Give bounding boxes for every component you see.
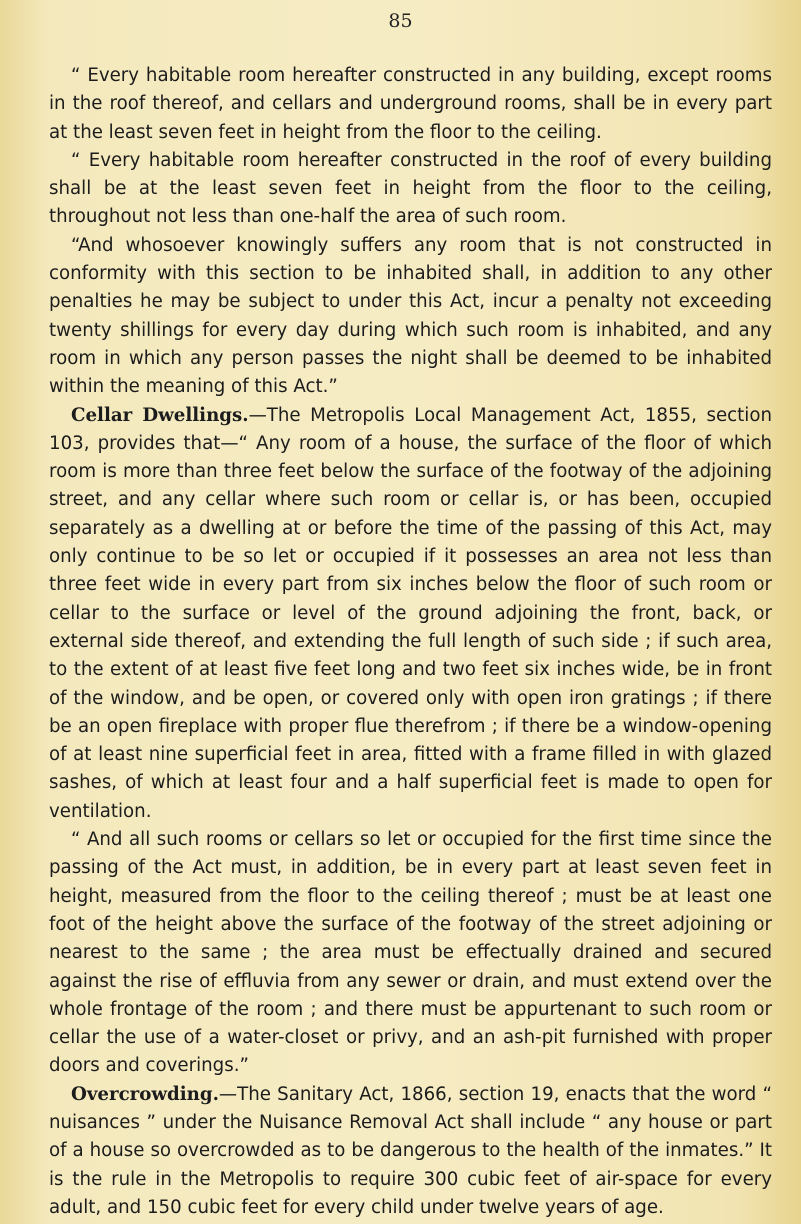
paragraph-text: “ Every habitable room hereafter constructed in the roof of every building shall be at the least seven feet in height from the floor to the ceiling, throughout not less than one-half the area of such room. <box>49 149 772 228</box>
section-heading-cellar-dwellings: Cellar Dwellings. <box>71 404 249 426</box>
paragraph-text: “And whosoever knowingly suffers any room that is not constructed in conformity with this section to be inhabited shall, in addition to any other penalties he may be subject to under this Act, incur a penalty not exceeding twenty shillings for every day during which such room is inhabited, and any room in which any person passes the night shall be deemed to be inhabited within the meaning of this Act.” <box>49 234 772 398</box>
section-heading-overcrowding: Overcrowding. <box>71 1083 219 1105</box>
paragraph-text: “ And all such rooms or cellars so let or occupied for the first time since the passing of the Act must, in addition, be in every part at least seven feet in height, measured from the floor to the ceiling thereof ; must be at least one foot of the height above the surface of the footway of the street adjoining or nearest to the same ; the area must be effectually drained and secured against the rise of effluvia from any sewer or drain, and must extend over the whole frontage of the room ; and there must be appurtenant to such room or cellar the use of a water-closet or privy, and an ash-pit furnished with proper doors and coverings.” <box>49 829 772 1077</box>
paragraph-penalties <box>49 232 772 402</box>
body-text <box>49 62 772 1222</box>
paragraph-cellar-requirements <box>49 826 772 1081</box>
page-number: 85 <box>388 10 413 32</box>
paragraph-overcrowding <box>49 1081 772 1222</box>
paragraph-habitable-rooms <box>49 62 772 147</box>
paragraph-text: —The Metropolis Local Management Act, 1855, section 103, provides that—“ Any room of a house, the surface of the floor of which room is more than three feet below the surface of the footway of the adjoining street, and any cellar where such room or cellar is, or has been, occupied separately as a dwelling at or before the time of the passing of this Act, may only continue to be so let or occupied if it possesses an area not less than three feet wide in every part from six inches below the floor of such room or cellar to the surface or level of the ground adjoining the front, back, or external side thereof, and extending the full length of such side ; if such area, to the extent of at least five feet long and two feet six inches wide, be in front of the window, and be open, or covered only with open iron gratings ; if there be an open fireplace with proper flue therefrom ; if there be a window-opening of at least nine superficial feet in area, fitted with a frame filled in with glazed sashes, of which at least four and a half superficial feet is made to open for ventilation. <box>49 404 772 822</box>
paragraph-text: “ Every habitable room hereafter constructed in any building, except rooms in the roof thereof, and cellars and underground rooms, shall be in every part at the least seven feet in height from the floor to the ceiling. <box>49 65 772 143</box>
paragraph-cellar-dwellings <box>49 402 772 826</box>
paragraph-roof-rooms <box>49 147 772 232</box>
paragraph-text: —The Sanitary Act, 1866, section 19, enacts that the word “ nuisances ” under the Nuisance Removal Act shall include “ any house or part of a house so overcrowded as to be dangerous to the health of the inmates.” It is the rule in the Metropolis to require 300 cubic feet of air-space for every adult, and 150 cubic feet for every child under twelve years of age. <box>49 1083 772 1218</box>
